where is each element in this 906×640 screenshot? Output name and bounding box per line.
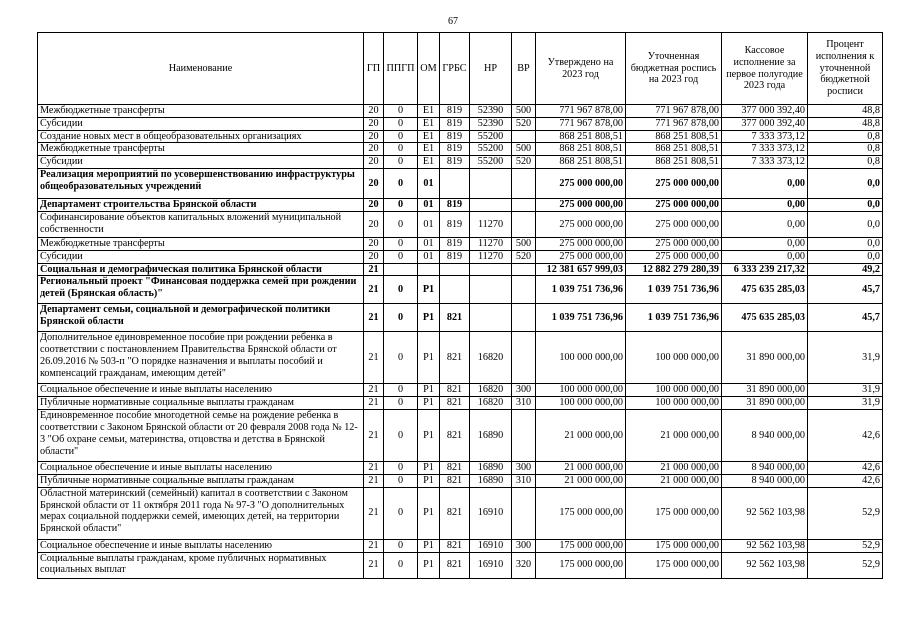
row-approved-cell: 100 000 000,00 bbox=[536, 397, 626, 410]
header-refined: Уточненная бюджетная роспись на 2023 год bbox=[626, 33, 722, 105]
row-cash-cell: 475 635 285,03 bbox=[722, 304, 808, 332]
row-approved-cell: 868 251 808,51 bbox=[536, 156, 626, 169]
row-grbs-cell: 819 bbox=[440, 117, 470, 130]
row-gp-cell: 20 bbox=[364, 211, 384, 237]
row-refined-cell: 21 000 000,00 bbox=[626, 410, 722, 462]
table-row bbox=[38, 552, 883, 578]
row-approved-cell: 21 000 000,00 bbox=[536, 474, 626, 487]
row-refined-cell: 175 000 000,00 bbox=[626, 552, 722, 578]
row-name-cell: Единовременное пособие многодетной семье на рождение ребенка в соответствии с Законом Брянской области от 20 февраля 2008 года № 12-3 "Об охране семьи, материнства, отцовства и детства в Брянской области" bbox=[38, 410, 364, 462]
row-approved-cell: 1 039 751 736,96 bbox=[536, 304, 626, 332]
row-vr-cell bbox=[512, 332, 536, 384]
header-ppgp: ППГП bbox=[384, 33, 418, 105]
row-om-cell: 01 bbox=[418, 250, 440, 263]
table-row bbox=[38, 130, 883, 143]
table-row bbox=[38, 397, 883, 410]
row-om-cell: E1 bbox=[418, 130, 440, 143]
row-name-cell: Субсидии bbox=[38, 117, 364, 130]
row-vr-cell: 520 bbox=[512, 117, 536, 130]
row-percent-cell: 45,7 bbox=[808, 304, 883, 332]
row-ppgp-cell: 0 bbox=[384, 143, 418, 156]
row-refined-cell: 275 000 000,00 bbox=[626, 211, 722, 237]
row-cash-cell: 0,00 bbox=[722, 211, 808, 237]
row-gp-cell: 21 bbox=[364, 332, 384, 384]
header-gp: ГП bbox=[364, 33, 384, 105]
row-om-cell: P1 bbox=[418, 539, 440, 552]
table-row bbox=[38, 169, 883, 199]
row-grbs-cell bbox=[440, 169, 470, 199]
row-ppgp-cell: 0 bbox=[384, 384, 418, 397]
row-approved-cell: 21 000 000,00 bbox=[536, 410, 626, 462]
row-np-cell: 16910 bbox=[470, 539, 512, 552]
row-om-cell bbox=[418, 263, 440, 276]
row-cash-cell: 475 635 285,03 bbox=[722, 276, 808, 304]
row-percent-cell: 42,6 bbox=[808, 474, 883, 487]
header-om: ОМ bbox=[418, 33, 440, 105]
row-name-cell: Реализация мероприятий по усовершенствованию инфраструктуры общеобразовательных учреждений bbox=[38, 169, 364, 199]
row-approved-cell: 1 039 751 736,96 bbox=[536, 276, 626, 304]
row-name-cell: Дополнительное единовременное пособие при рождении ребенка в соответствии с постановлением Правительства Брянской области от 26.09.2016 № 503-п "О порядке назначения и выплаты пособий и компенсаций гражданам, имеющим детей" bbox=[38, 332, 364, 384]
row-np-cell: 16910 bbox=[470, 552, 512, 578]
row-refined-cell: 1 039 751 736,96 bbox=[626, 276, 722, 304]
row-grbs-cell bbox=[440, 276, 470, 304]
header-cash: Кассовое исполнение за первое полугодие 2023 года bbox=[722, 33, 808, 105]
header-vr: ВР bbox=[512, 33, 536, 105]
row-refined-cell: 275 000 000,00 bbox=[626, 199, 722, 212]
row-percent-cell: 0,0 bbox=[808, 169, 883, 199]
row-om-cell: P1 bbox=[418, 474, 440, 487]
row-name-cell: Социальное обеспечение и иные выплаты населению bbox=[38, 384, 364, 397]
row-grbs-cell: 821 bbox=[440, 332, 470, 384]
header-name: Наименование bbox=[38, 33, 364, 105]
row-om-cell: E1 bbox=[418, 156, 440, 169]
row-grbs-cell: 819 bbox=[440, 105, 470, 118]
row-om-cell: P1 bbox=[418, 462, 440, 475]
table-row bbox=[38, 384, 883, 397]
row-percent-cell: 0,0 bbox=[808, 199, 883, 212]
row-percent-cell: 31,9 bbox=[808, 384, 883, 397]
row-percent-cell: 48,8 bbox=[808, 105, 883, 118]
header-np: НР bbox=[470, 33, 512, 105]
row-gp-cell: 20 bbox=[364, 237, 384, 250]
row-om-cell: P1 bbox=[418, 332, 440, 384]
row-name-cell: Региональный проект "Финансовая поддержка семей при рождении детей (Брянская область)" bbox=[38, 276, 364, 304]
row-om-cell: P1 bbox=[418, 276, 440, 304]
table-row bbox=[38, 263, 883, 276]
table-row bbox=[38, 332, 883, 384]
row-vr-cell bbox=[512, 304, 536, 332]
row-name-cell: Социальные выплаты гражданам, кроме публичных нормативных социальных выплат bbox=[38, 552, 364, 578]
row-ppgp-cell: 0 bbox=[384, 462, 418, 475]
row-ppgp-cell: 0 bbox=[384, 130, 418, 143]
row-om-cell: 01 bbox=[418, 169, 440, 199]
row-np-cell: 16910 bbox=[470, 487, 512, 539]
row-refined-cell: 12 882 279 280,39 bbox=[626, 263, 722, 276]
row-om-cell: P1 bbox=[418, 552, 440, 578]
row-name-cell: Межбюджетные трансферты bbox=[38, 143, 364, 156]
row-cash-cell: 6 333 239 217,32 bbox=[722, 263, 808, 276]
row-percent-cell: 0,0 bbox=[808, 211, 883, 237]
row-ppgp-cell: 0 bbox=[384, 487, 418, 539]
row-approved-cell: 175 000 000,00 bbox=[536, 539, 626, 552]
row-percent-cell: 49,2 bbox=[808, 263, 883, 276]
row-vr-cell: 500 bbox=[512, 237, 536, 250]
row-vr-cell: 310 bbox=[512, 397, 536, 410]
row-approved-cell: 12 381 657 999,03 bbox=[536, 263, 626, 276]
row-gp-cell: 20 bbox=[364, 156, 384, 169]
row-approved-cell: 771 967 878,00 bbox=[536, 105, 626, 118]
row-ppgp-cell: 0 bbox=[384, 199, 418, 212]
table-row bbox=[38, 276, 883, 304]
row-gp-cell: 20 bbox=[364, 250, 384, 263]
table-body bbox=[38, 105, 883, 579]
row-ppgp-cell: 0 bbox=[384, 169, 418, 199]
row-approved-cell: 100 000 000,00 bbox=[536, 332, 626, 384]
row-name-cell: Публичные нормативные социальные выплаты гражданам bbox=[38, 397, 364, 410]
row-vr-cell: 310 bbox=[512, 474, 536, 487]
row-percent-cell: 42,6 bbox=[808, 462, 883, 475]
row-np-cell: 11270 bbox=[470, 211, 512, 237]
row-approved-cell: 275 000 000,00 bbox=[536, 169, 626, 199]
page-number: 67 bbox=[448, 16, 458, 27]
row-cash-cell: 7 333 373,12 bbox=[722, 156, 808, 169]
row-grbs-cell: 821 bbox=[440, 487, 470, 539]
row-grbs-cell: 821 bbox=[440, 410, 470, 462]
row-grbs-cell bbox=[440, 263, 470, 276]
row-name-cell: Департамент строительства Брянской области bbox=[38, 199, 364, 212]
row-np-cell: 11270 bbox=[470, 237, 512, 250]
row-cash-cell: 377 000 392,40 bbox=[722, 105, 808, 118]
row-approved-cell: 275 000 000,00 bbox=[536, 199, 626, 212]
row-ppgp-cell: 0 bbox=[384, 250, 418, 263]
row-grbs-cell: 821 bbox=[440, 304, 470, 332]
row-refined-cell: 868 251 808,51 bbox=[626, 143, 722, 156]
row-ppgp-cell: 0 bbox=[384, 237, 418, 250]
row-gp-cell: 20 bbox=[364, 169, 384, 199]
row-cash-cell: 7 333 373,12 bbox=[722, 130, 808, 143]
row-np-cell: 16820 bbox=[470, 384, 512, 397]
row-refined-cell: 275 000 000,00 bbox=[626, 237, 722, 250]
row-om-cell: E1 bbox=[418, 117, 440, 130]
row-gp-cell: 21 bbox=[364, 276, 384, 304]
row-approved-cell: 275 000 000,00 bbox=[536, 250, 626, 263]
row-om-cell: P1 bbox=[418, 384, 440, 397]
row-name-cell: Социальное обеспечение и иные выплаты населению bbox=[38, 462, 364, 475]
row-refined-cell: 771 967 878,00 bbox=[626, 117, 722, 130]
row-name-cell: Межбюджетные трансферты bbox=[38, 237, 364, 250]
row-vr-cell: 300 bbox=[512, 462, 536, 475]
row-ppgp-cell: 0 bbox=[384, 276, 418, 304]
row-np-cell: 55200 bbox=[470, 143, 512, 156]
row-np-cell: 16820 bbox=[470, 397, 512, 410]
row-gp-cell: 20 bbox=[364, 199, 384, 212]
row-gp-cell: 21 bbox=[364, 384, 384, 397]
row-np-cell bbox=[470, 276, 512, 304]
row-cash-cell: 0,00 bbox=[722, 250, 808, 263]
row-approved-cell: 100 000 000,00 bbox=[536, 384, 626, 397]
row-ppgp-cell: 0 bbox=[384, 410, 418, 462]
row-grbs-cell: 821 bbox=[440, 397, 470, 410]
row-percent-cell: 0,8 bbox=[808, 143, 883, 156]
row-name-cell: Областной материнский (семейный) капитал в соответствии с Законом Брянской области от 11 октября 2011 года № 97-З "О дополнительных мерах социальной поддержки семей, имеющих детей, на территории Брянской области" bbox=[38, 487, 364, 539]
header-percent: Процент исполнения к уточненной бюджетной росписи bbox=[808, 33, 883, 105]
row-approved-cell: 275 000 000,00 bbox=[536, 211, 626, 237]
row-name-cell: Софинансирование объектов капитальных вложений муниципальной собственности bbox=[38, 211, 364, 237]
row-refined-cell: 100 000 000,00 bbox=[626, 332, 722, 384]
row-om-cell: 01 bbox=[418, 199, 440, 212]
row-gp-cell: 21 bbox=[364, 539, 384, 552]
row-np-cell: 16890 bbox=[470, 410, 512, 462]
table-row bbox=[38, 539, 883, 552]
row-vr-cell: 300 bbox=[512, 384, 536, 397]
row-name-cell: Социальная и демографическая политика Брянской области bbox=[38, 263, 364, 276]
row-vr-cell bbox=[512, 211, 536, 237]
row-vr-cell bbox=[512, 199, 536, 212]
row-np-cell bbox=[470, 169, 512, 199]
row-percent-cell: 45,7 bbox=[808, 276, 883, 304]
table-row bbox=[38, 250, 883, 263]
row-percent-cell: 31,9 bbox=[808, 332, 883, 384]
row-percent-cell: 52,9 bbox=[808, 552, 883, 578]
budget-table bbox=[37, 32, 883, 579]
row-refined-cell: 21 000 000,00 bbox=[626, 462, 722, 475]
table-row bbox=[38, 410, 883, 462]
row-vr-cell: 520 bbox=[512, 156, 536, 169]
table-header-row bbox=[38, 33, 883, 105]
table-row bbox=[38, 474, 883, 487]
row-grbs-cell: 821 bbox=[440, 474, 470, 487]
row-np-cell bbox=[470, 199, 512, 212]
row-gp-cell: 20 bbox=[364, 130, 384, 143]
row-gp-cell: 20 bbox=[364, 105, 384, 118]
row-refined-cell: 175 000 000,00 bbox=[626, 487, 722, 539]
row-gp-cell: 21 bbox=[364, 410, 384, 462]
row-cash-cell: 31 890 000,00 bbox=[722, 384, 808, 397]
row-om-cell: 01 bbox=[418, 211, 440, 237]
row-np-cell bbox=[470, 263, 512, 276]
row-np-cell: 55200 bbox=[470, 156, 512, 169]
row-gp-cell: 20 bbox=[364, 143, 384, 156]
row-name-cell: Субсидии bbox=[38, 156, 364, 169]
row-refined-cell: 275 000 000,00 bbox=[626, 250, 722, 263]
row-vr-cell bbox=[512, 263, 536, 276]
row-percent-cell: 0,8 bbox=[808, 130, 883, 143]
row-cash-cell: 92 562 103,98 bbox=[722, 552, 808, 578]
row-ppgp-cell: 0 bbox=[384, 304, 418, 332]
row-percent-cell: 0,8 bbox=[808, 156, 883, 169]
row-refined-cell: 100 000 000,00 bbox=[626, 397, 722, 410]
row-om-cell: E1 bbox=[418, 143, 440, 156]
row-percent-cell: 48,8 bbox=[808, 117, 883, 130]
row-ppgp-cell bbox=[384, 263, 418, 276]
row-percent-cell: 52,9 bbox=[808, 539, 883, 552]
row-refined-cell: 175 000 000,00 bbox=[626, 539, 722, 552]
row-vr-cell bbox=[512, 130, 536, 143]
row-refined-cell: 868 251 808,51 bbox=[626, 130, 722, 143]
row-vr-cell: 500 bbox=[512, 105, 536, 118]
row-np-cell: 55200 bbox=[470, 130, 512, 143]
table-row bbox=[38, 105, 883, 118]
row-gp-cell: 20 bbox=[364, 117, 384, 130]
row-np-cell: 52390 bbox=[470, 117, 512, 130]
row-grbs-cell: 821 bbox=[440, 462, 470, 475]
row-np-cell bbox=[470, 304, 512, 332]
row-ppgp-cell: 0 bbox=[384, 117, 418, 130]
row-om-cell: P1 bbox=[418, 397, 440, 410]
row-cash-cell: 8 940 000,00 bbox=[722, 410, 808, 462]
row-refined-cell: 1 039 751 736,96 bbox=[626, 304, 722, 332]
table-row bbox=[38, 211, 883, 237]
row-grbs-cell: 819 bbox=[440, 130, 470, 143]
table-row bbox=[38, 237, 883, 250]
row-np-cell: 16820 bbox=[470, 332, 512, 384]
row-percent-cell: 0,0 bbox=[808, 250, 883, 263]
row-ppgp-cell: 0 bbox=[384, 105, 418, 118]
row-om-cell: P1 bbox=[418, 304, 440, 332]
row-cash-cell: 0,00 bbox=[722, 169, 808, 199]
row-percent-cell: 0,0 bbox=[808, 237, 883, 250]
row-name-cell: Межбюджетные трансферты bbox=[38, 105, 364, 118]
row-refined-cell: 21 000 000,00 bbox=[626, 474, 722, 487]
row-approved-cell: 21 000 000,00 bbox=[536, 462, 626, 475]
row-vr-cell bbox=[512, 487, 536, 539]
row-refined-cell: 100 000 000,00 bbox=[626, 384, 722, 397]
row-refined-cell: 868 251 808,51 bbox=[626, 156, 722, 169]
row-cash-cell: 92 562 103,98 bbox=[722, 487, 808, 539]
row-approved-cell: 868 251 808,51 bbox=[536, 143, 626, 156]
row-approved-cell: 275 000 000,00 bbox=[536, 237, 626, 250]
table-row bbox=[38, 199, 883, 212]
row-percent-cell: 42,6 bbox=[808, 410, 883, 462]
row-name-cell: Создание новых мест в общеобразовательных организациях bbox=[38, 130, 364, 143]
row-vr-cell bbox=[512, 410, 536, 462]
row-refined-cell: 275 000 000,00 bbox=[626, 169, 722, 199]
table-row bbox=[38, 117, 883, 130]
row-name-cell: Социальное обеспечение и иные выплаты населению bbox=[38, 539, 364, 552]
row-om-cell: P1 bbox=[418, 410, 440, 462]
row-ppgp-cell: 0 bbox=[384, 552, 418, 578]
table-row bbox=[38, 487, 883, 539]
table-row bbox=[38, 143, 883, 156]
row-vr-cell: 500 bbox=[512, 143, 536, 156]
row-cash-cell: 31 890 000,00 bbox=[722, 397, 808, 410]
row-approved-cell: 175 000 000,00 bbox=[536, 487, 626, 539]
row-vr-cell: 520 bbox=[512, 250, 536, 263]
row-vr-cell: 300 bbox=[512, 539, 536, 552]
row-ppgp-cell: 0 bbox=[384, 539, 418, 552]
row-np-cell: 52390 bbox=[470, 105, 512, 118]
row-vr-cell: 320 bbox=[512, 552, 536, 578]
row-grbs-cell: 821 bbox=[440, 552, 470, 578]
row-vr-cell bbox=[512, 169, 536, 199]
row-om-cell: P1 bbox=[418, 487, 440, 539]
row-percent-cell: 52,9 bbox=[808, 487, 883, 539]
row-grbs-cell: 821 bbox=[440, 539, 470, 552]
row-gp-cell: 21 bbox=[364, 487, 384, 539]
header-approved: Утверждено на 2023 год bbox=[536, 33, 626, 105]
row-refined-cell: 771 967 878,00 bbox=[626, 105, 722, 118]
row-grbs-cell: 819 bbox=[440, 156, 470, 169]
row-name-cell: Публичные нормативные социальные выплаты гражданам bbox=[38, 474, 364, 487]
row-cash-cell: 0,00 bbox=[722, 237, 808, 250]
row-gp-cell: 21 bbox=[364, 397, 384, 410]
row-ppgp-cell: 0 bbox=[384, 156, 418, 169]
row-gp-cell: 21 bbox=[364, 474, 384, 487]
row-cash-cell: 92 562 103,98 bbox=[722, 539, 808, 552]
row-np-cell: 16890 bbox=[470, 462, 512, 475]
row-cash-cell: 8 940 000,00 bbox=[722, 474, 808, 487]
row-cash-cell: 0,00 bbox=[722, 199, 808, 212]
table-row bbox=[38, 462, 883, 475]
row-cash-cell: 377 000 392,40 bbox=[722, 117, 808, 130]
row-ppgp-cell: 0 bbox=[384, 211, 418, 237]
row-np-cell: 11270 bbox=[470, 250, 512, 263]
table-row bbox=[38, 156, 883, 169]
row-percent-cell: 31,9 bbox=[808, 397, 883, 410]
row-approved-cell: 771 967 878,00 bbox=[536, 117, 626, 130]
header-grbs: ГРБС bbox=[440, 33, 470, 105]
row-np-cell: 16890 bbox=[470, 474, 512, 487]
row-grbs-cell: 821 bbox=[440, 384, 470, 397]
row-approved-cell: 175 000 000,00 bbox=[536, 552, 626, 578]
row-grbs-cell: 819 bbox=[440, 199, 470, 212]
row-grbs-cell: 819 bbox=[440, 250, 470, 263]
row-gp-cell: 21 bbox=[364, 263, 384, 276]
row-gp-cell: 21 bbox=[364, 552, 384, 578]
table-row bbox=[38, 304, 883, 332]
row-gp-cell: 21 bbox=[364, 462, 384, 475]
row-cash-cell: 31 890 000,00 bbox=[722, 332, 808, 384]
row-name-cell: Департамент семьи, социальной и демографической политики Брянской области bbox=[38, 304, 364, 332]
row-approved-cell: 868 251 808,51 bbox=[536, 130, 626, 143]
row-cash-cell: 7 333 373,12 bbox=[722, 143, 808, 156]
row-grbs-cell: 819 bbox=[440, 211, 470, 237]
row-name-cell: Субсидии bbox=[38, 250, 364, 263]
row-gp-cell: 21 bbox=[364, 304, 384, 332]
row-om-cell: E1 bbox=[418, 105, 440, 118]
row-vr-cell bbox=[512, 276, 536, 304]
row-grbs-cell: 819 bbox=[440, 143, 470, 156]
row-ppgp-cell: 0 bbox=[384, 332, 418, 384]
row-om-cell: 01 bbox=[418, 237, 440, 250]
row-grbs-cell: 819 bbox=[440, 237, 470, 250]
row-ppgp-cell: 0 bbox=[384, 397, 418, 410]
row-ppgp-cell: 0 bbox=[384, 474, 418, 487]
row-cash-cell: 8 940 000,00 bbox=[722, 462, 808, 475]
